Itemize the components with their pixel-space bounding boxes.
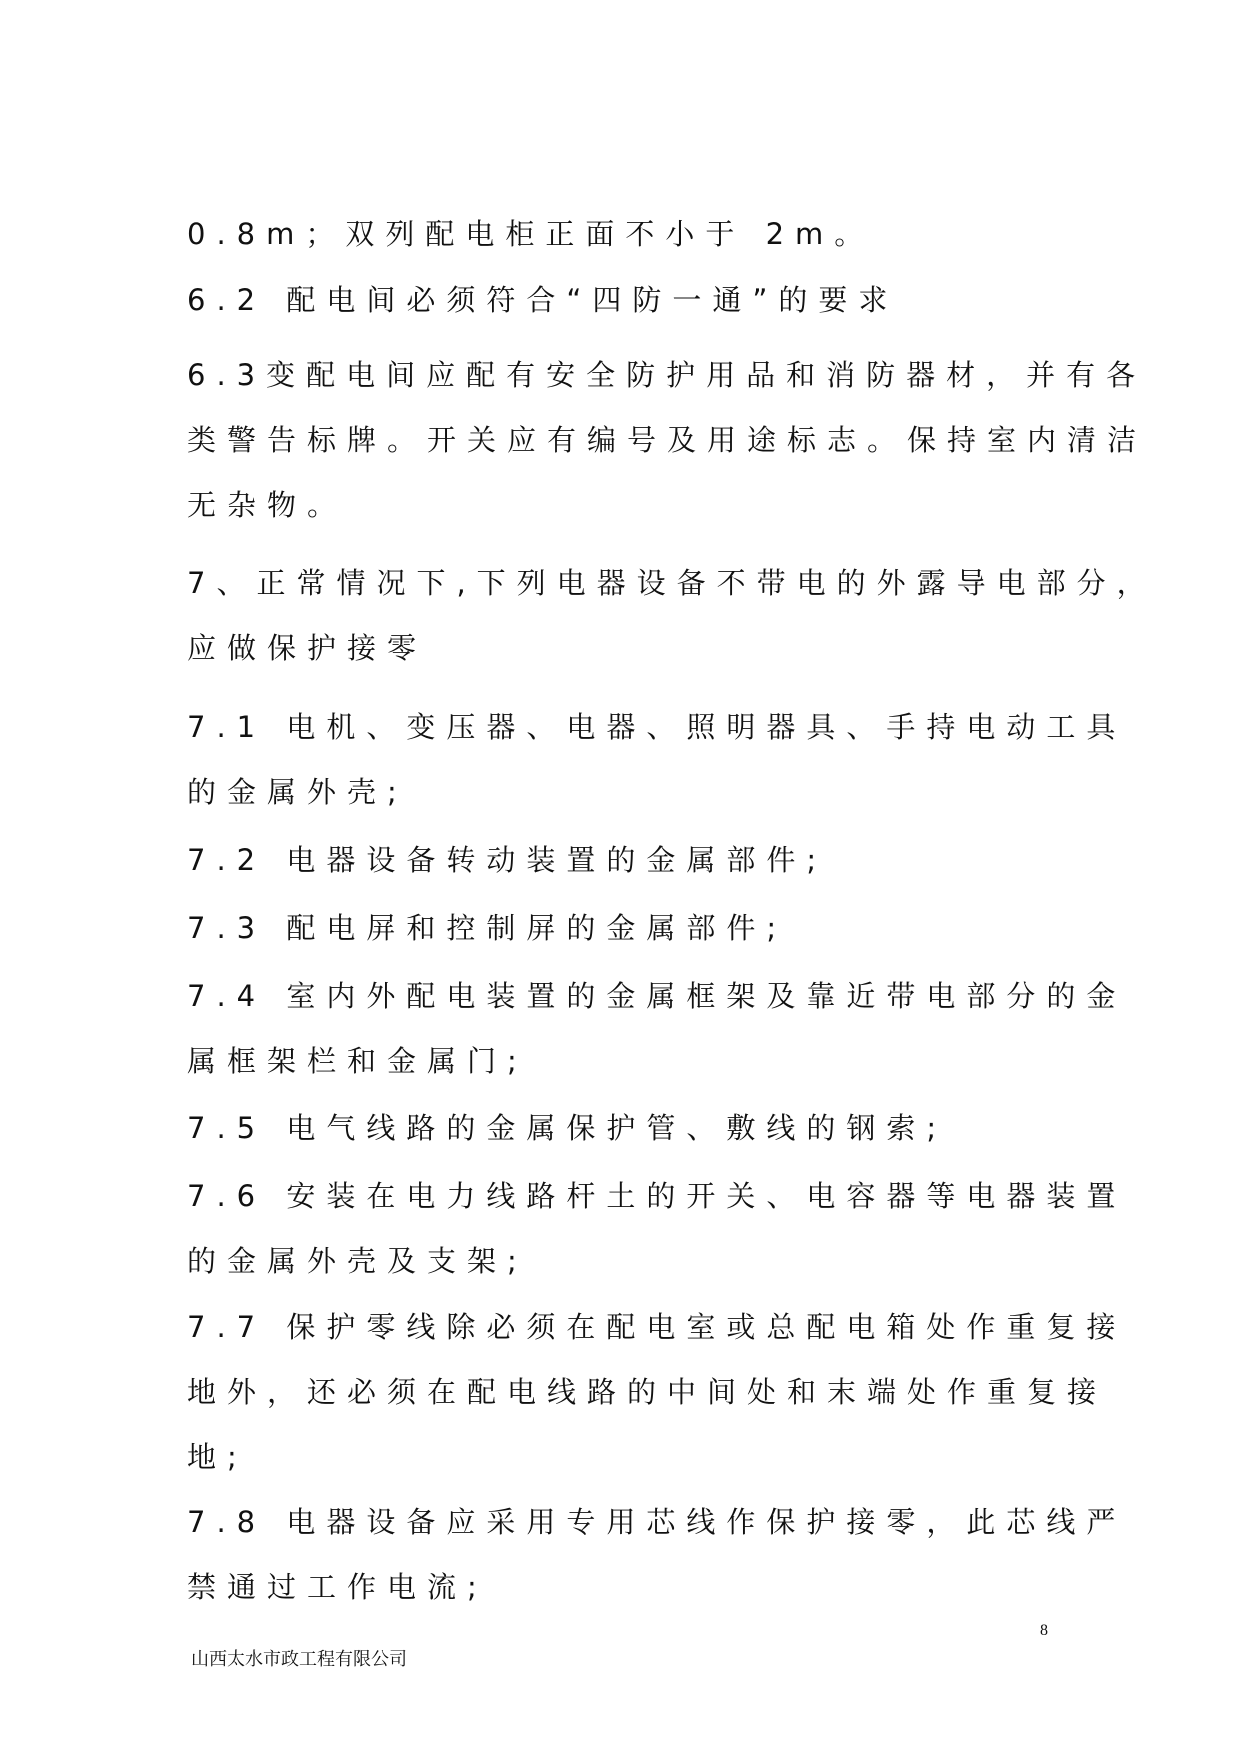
text-line: 7.5 电气线路的金属保护管、敷线的钢索; (187, 1111, 948, 1145)
text-line: 0.8m；双列配电柜正面不小于 2m。 (187, 217, 875, 251)
text-line: 地外，还必须在配电线路的中间处和末端处作重复接 (187, 1375, 1108, 1409)
page-number: 8 (1040, 1622, 1048, 1639)
text-line: 7.4 室内外配电装置的金属框架及靠近带电部分的金 (187, 979, 1127, 1013)
text-line: 7、正常情况下,下列电器设备不带电的外露导电部分， (187, 566, 1157, 600)
text-line: 的金属外壳; (187, 775, 408, 809)
text-line: 地; (187, 1440, 248, 1474)
text-line: 6.3变配电间应配有安全防护用品和消防器材，并有各 (187, 358, 1147, 392)
text-line: 7.8 电器设备应采用专用芯线作保护接零，此芯线严 (187, 1505, 1127, 1539)
text-line: 类警告标牌。开关应有编号及用途标志。保持室内清洁 (187, 423, 1148, 457)
text-line: 7.2 电器设备转动装置的金属部件; (187, 843, 828, 877)
text-line: 6.2 配电间必须符合“四防一通”的要求 (187, 283, 899, 317)
text-line: 属框架栏和金属门; (187, 1044, 528, 1078)
text-line: 7.1 电机、变压器、电器、照明器具、手持电动工具 (187, 710, 1127, 744)
text-line: 7.7 保护零线除必须在配电室或总配电箱处作重复接 (187, 1310, 1127, 1344)
footer-company-name: 山西太水市政工程有限公司 (191, 1649, 407, 1670)
text-line: 的金属外壳及支架; (187, 1244, 528, 1278)
text-line: 应做保护接零 (187, 631, 428, 665)
text-line: 7.6 安装在电力线路杆土的开关、电容器等电器装置 (187, 1179, 1127, 1213)
text-line: 无杂物。 (187, 488, 348, 522)
text-line: 禁通过工作电流; (187, 1570, 488, 1604)
text-line: 7.3 配电屏和控制屏的金属部件; (187, 911, 788, 945)
